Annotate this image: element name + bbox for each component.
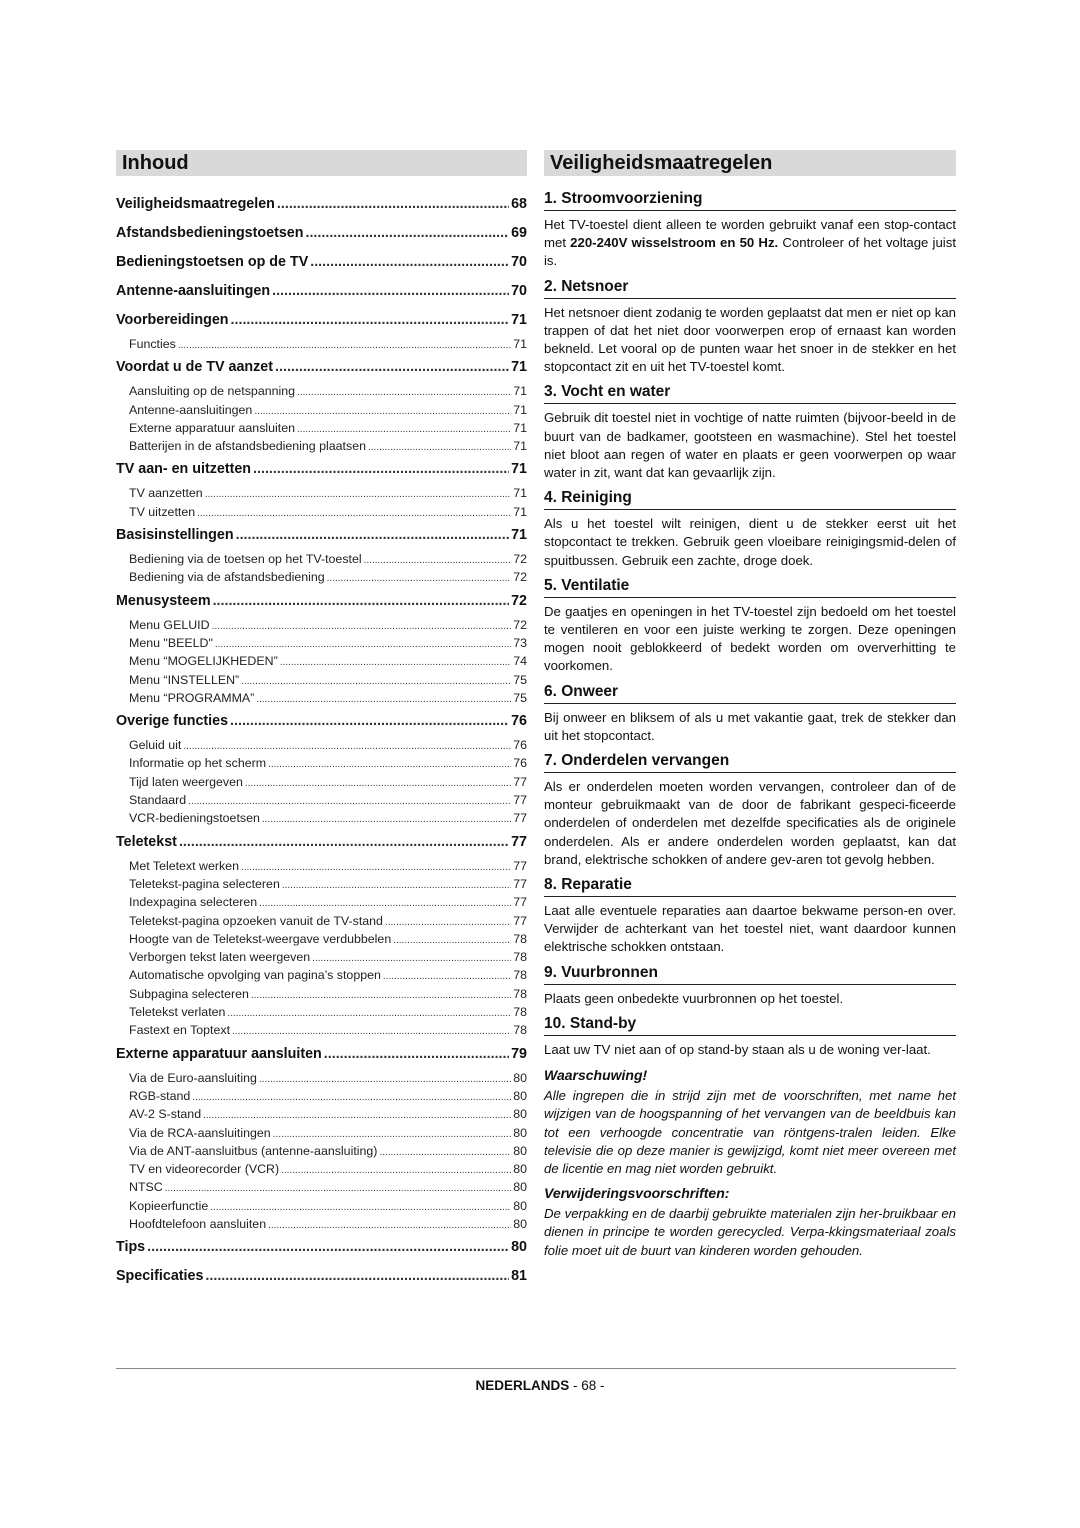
toc-entry-title: Externe apparatuur aansluiten bbox=[116, 1045, 322, 1062]
toc-entry-page: 77 bbox=[513, 858, 527, 873]
toc-sub-entry bbox=[116, 382, 527, 400]
safety-section-3 bbox=[544, 383, 956, 482]
toc-sub-entry bbox=[116, 335, 527, 353]
toc-leader-dots bbox=[147, 1233, 509, 1262]
toc-leader-dots bbox=[379, 1144, 511, 1162]
toc-entry-page: 71 bbox=[511, 312, 527, 328]
toc-sub-entry bbox=[116, 857, 527, 875]
toc-sub-entry bbox=[116, 736, 527, 754]
toc-entry-page: 80 bbox=[513, 1143, 527, 1158]
toc-column bbox=[116, 150, 527, 1291]
toc-sub-entry bbox=[116, 1160, 527, 1178]
toc-leader-dots bbox=[280, 654, 511, 672]
toc-entry-title: NTSC bbox=[129, 1180, 163, 1195]
toc-entry-page: 75 bbox=[513, 690, 527, 705]
toc-sub-entry bbox=[116, 1087, 527, 1105]
toc-sub-entry bbox=[116, 671, 527, 689]
safety-section-1 bbox=[544, 190, 956, 271]
section-text: Als u het toestel wilt reinigen, dient u de stekker eerst uit het stopcontact te trekken. Gebruik geen vloeibare reinigingsmid-delen of spuitbussen. Gebruik een zachte, droge doek. bbox=[544, 516, 956, 568]
toc-sub-entry bbox=[116, 985, 527, 1003]
toc-entry-title: Menu “PROGRAMMA” bbox=[129, 690, 255, 705]
toc-entry-title: TV en videorecorder (VCR) bbox=[129, 1162, 280, 1177]
toc-entry-page: 75 bbox=[513, 672, 527, 687]
toc-leader-dots bbox=[272, 277, 509, 306]
toc-main-entry bbox=[116, 248, 527, 277]
toc-leader-dots bbox=[281, 1162, 511, 1180]
toc-sub-entry bbox=[116, 930, 527, 948]
toc-entry-page: 78 bbox=[513, 1023, 527, 1038]
toc-leader-dots bbox=[297, 384, 511, 402]
toc-entry-title: Menusysteem bbox=[116, 592, 211, 609]
toc-entry-page: 71 bbox=[513, 420, 527, 435]
toc-entry-page: 78 bbox=[513, 950, 527, 965]
toc-leader-dots bbox=[324, 1040, 509, 1069]
toc-entry-page: 71 bbox=[513, 402, 527, 417]
toc-sub-entry bbox=[116, 568, 527, 586]
disposal-heading: Verwijderingsvoorschriften: bbox=[544, 1185, 730, 1202]
toc-entry-page: 71 bbox=[513, 439, 527, 454]
toc-entry-title: Antenne-aansluitingen bbox=[116, 283, 271, 299]
toc-entry-page: 72 bbox=[511, 592, 527, 609]
section-heading: 5. Ventilatie bbox=[544, 577, 956, 598]
toc-leader-dots bbox=[253, 455, 509, 484]
toc-sub-entry bbox=[116, 503, 527, 521]
toc-entry-page: 74 bbox=[513, 654, 527, 669]
toc-entry-page: 70 bbox=[511, 254, 527, 270]
toc-entry-page: 80 bbox=[511, 1239, 527, 1256]
toc-entry-title: Geluid uit bbox=[129, 738, 182, 753]
section-heading: 3. Vocht en water bbox=[544, 383, 956, 404]
toc-entry-title: Bediening via de toetsen op het TV-toestel bbox=[129, 552, 362, 567]
toc-main-entry bbox=[116, 306, 527, 335]
toc-entry-title: Informatie op het scherm bbox=[129, 756, 267, 771]
toc-leader-dots bbox=[310, 248, 509, 277]
toc-entry-title: Specificaties bbox=[116, 1268, 204, 1285]
toc-entry-title: Bedieningstoetsen op de TV bbox=[116, 254, 309, 270]
toc-entry-page: 76 bbox=[513, 756, 527, 771]
toc-entry-title: Teletekst bbox=[116, 833, 177, 850]
toc-leader-dots bbox=[268, 756, 511, 774]
toc-entry-title: Standaard bbox=[129, 793, 187, 808]
toc-entry-title: Hoogte van de Teletekst-weergave verdubbelen bbox=[129, 931, 392, 946]
toc-entry-title: TV uitzetten bbox=[129, 504, 196, 519]
toc-entry-page: 71 bbox=[511, 527, 527, 544]
toc-main-entry bbox=[116, 1262, 527, 1291]
toc-sub-entry bbox=[116, 1021, 527, 1039]
toc-entry-title: Aansluiting op de netspanning bbox=[129, 384, 296, 399]
toc-entry-title: Functies bbox=[129, 337, 176, 351]
footer-page-number: - 68 - bbox=[573, 1378, 605, 1393]
section-text: Plaats geen onbedekte vuurbronnen op het toestel. bbox=[544, 990, 844, 1006]
toc-entry-title: TV aanzetten bbox=[129, 486, 203, 501]
toc-entry-title: Indexpagina selecteren bbox=[129, 895, 258, 910]
toc-entry-page: 73 bbox=[513, 635, 527, 650]
page-footer bbox=[0, 1378, 1080, 1393]
toc-entry-title: Subpagina selecteren bbox=[129, 986, 249, 1001]
footer-divider bbox=[116, 1368, 956, 1369]
toc-entry-title: Fastext en Toptext bbox=[129, 1023, 231, 1038]
section-text: Laat alle eventuele reparaties aan daartoe bekwame person-en over. Verwijder de achterkant van het toestel niet, want daardoor kunnen elektrische schokken ontstaan. bbox=[544, 903, 956, 955]
toc-entry-title: TV aan- en uitzetten bbox=[116, 461, 252, 478]
safety-column bbox=[544, 150, 956, 1266]
section-heading: 6. Onweer bbox=[544, 683, 956, 704]
toc-sub-entry bbox=[116, 419, 527, 437]
toc-sub-entry bbox=[116, 754, 527, 772]
toc-leader-dots bbox=[275, 353, 509, 382]
toc-sub-entry bbox=[116, 550, 527, 568]
toc-leader-dots bbox=[241, 673, 511, 691]
toc-leader-dots bbox=[231, 306, 510, 335]
toc-leader-dots bbox=[165, 1180, 511, 1198]
toc-main-entry bbox=[116, 1233, 527, 1262]
toc-leader-dots bbox=[241, 859, 511, 877]
toc-sub-entry bbox=[116, 484, 527, 502]
toc-sub-entry bbox=[116, 652, 527, 670]
toc-sub-entry bbox=[116, 634, 527, 652]
warning-text: Alle ingrepen die in strijd zijn met de voorschriften, met name het wijzigen van de hoogspanning of het vervangen van de beeldbuis kan tot een verhoogde concentratie van röntgens-tralen leiden. Elke televisie die op deze manier is gewijzigd, komt niet meer overeen met de licentie en mag niet worden gebruikt. bbox=[544, 1088, 956, 1176]
safety-section-2 bbox=[544, 278, 956, 377]
section-heading: 7. Onderdelen vervangen bbox=[544, 752, 956, 773]
toc-entry-page: 80 bbox=[513, 1198, 527, 1213]
toc-entry-title: Menu "BEELD" bbox=[129, 635, 213, 650]
toc-sub-entry bbox=[116, 1124, 527, 1142]
toc-entry-title: Overige functies bbox=[116, 713, 229, 730]
toc-leader-dots bbox=[259, 1071, 511, 1089]
toc-entry-title: Bediening via de afstandsbediening bbox=[129, 570, 325, 585]
section-heading: 4. Reiniging bbox=[544, 489, 956, 510]
toc-leader-dots bbox=[305, 219, 509, 248]
toc-entry-title: Met Teletext werken bbox=[129, 858, 239, 873]
toc-sub-entry bbox=[116, 1215, 527, 1233]
section-text: Het TV-toestel dient alleen te worden gebruikt vanaf een stop-contact met 220-240V wisselstroom en 50 Hz. Controleer of het voltage juist is. bbox=[544, 217, 956, 269]
toc-entry-page: 80 bbox=[513, 1180, 527, 1195]
toc-entry-title: Via de ANT-aansluitbus (antenne-aansluiting) bbox=[129, 1143, 378, 1158]
toc-leader-dots bbox=[179, 828, 509, 857]
footer-language: NEDERLANDS bbox=[475, 1378, 570, 1393]
safety-section-8 bbox=[544, 876, 956, 957]
toc-main-entry bbox=[116, 190, 527, 219]
toc-entry-page: 77 bbox=[511, 833, 527, 850]
toc-entry-page: 78 bbox=[513, 968, 527, 983]
toc-entry-page: 71 bbox=[513, 504, 527, 519]
toc-sub-entry bbox=[116, 948, 527, 966]
toc-entry-page: 70 bbox=[511, 283, 527, 299]
toc-main-entry bbox=[116, 277, 527, 306]
safety-section-7 bbox=[544, 752, 956, 869]
toc-entry-title: RGB-stand bbox=[129, 1088, 191, 1103]
safety-section-10 bbox=[544, 1015, 956, 1059]
toc-entry-title: Voordat u de TV aanzet bbox=[116, 359, 274, 376]
toc-entry-page: 78 bbox=[513, 986, 527, 1001]
toc-sub-entry bbox=[116, 401, 527, 419]
toc-entry-page: 77 bbox=[513, 913, 527, 928]
toc-entry-page: 77 bbox=[513, 774, 527, 789]
toc-leader-dots bbox=[364, 552, 512, 570]
toc-entry-title: Veiligheidsmaatregelen bbox=[116, 196, 275, 212]
toc-entry-page: 81 bbox=[511, 1268, 527, 1285]
toc-entry-title: Tips bbox=[116, 1239, 146, 1256]
toc-entry-page: 71 bbox=[513, 486, 527, 501]
toc-entry-page: 69 bbox=[511, 225, 527, 241]
toc-sub-entry bbox=[116, 966, 527, 984]
safety-section-5 bbox=[544, 577, 956, 676]
toc-main-entry bbox=[116, 828, 527, 857]
toc-entry-page: 80 bbox=[513, 1070, 527, 1085]
toc-entry-title: Tijd laten weergeven bbox=[129, 774, 243, 789]
toc-leader-dots bbox=[282, 877, 511, 895]
toc-sub-entry bbox=[116, 893, 527, 911]
toc-entry-page: 68 bbox=[511, 196, 527, 212]
toc-main-entry bbox=[116, 353, 527, 382]
toc-sub-entry bbox=[116, 689, 527, 707]
toc-main-entry bbox=[116, 219, 527, 248]
toc-entry-title: Menu “MOGELIJKHEDEN” bbox=[129, 654, 278, 669]
toc-entry-title: Teletekst-pagina opzoeken vanuit de TV-stand bbox=[129, 913, 383, 928]
toc-entry-title: Via de Euro-aansluiting bbox=[129, 1070, 257, 1085]
toc-entry-title: Basisinstellingen bbox=[116, 527, 234, 544]
toc-main-entry bbox=[116, 707, 527, 736]
safety-section-9 bbox=[544, 964, 956, 1008]
safety-section-6 bbox=[544, 683, 956, 745]
toc-entry-page: 80 bbox=[513, 1125, 527, 1140]
toc-entry-title: Hoofdtelefoon aansluiten bbox=[129, 1216, 267, 1231]
toc-sub-entry bbox=[116, 1142, 527, 1160]
toc-entry-page: 72 bbox=[513, 570, 527, 585]
section-text: Bij onweer en bliksem of als u met vakantie gaat, trek de stekker dan uit het stopcontact. bbox=[544, 709, 956, 743]
toc-entry-page: 77 bbox=[513, 876, 527, 891]
toc-entry-page: 71 bbox=[513, 337, 527, 351]
section-heading: 9. Vuurbronnen bbox=[544, 964, 956, 985]
toc-entry-page: 77 bbox=[513, 793, 527, 808]
toc-entry-title: Externe apparatuur aansluiten bbox=[129, 420, 296, 435]
toc-entry-page: 79 bbox=[511, 1045, 527, 1062]
toc-entry-page: 76 bbox=[511, 713, 527, 730]
toc-leader-dots bbox=[251, 987, 511, 1005]
toc-entry-page: 72 bbox=[513, 617, 527, 632]
section-heading: 8. Reparatie bbox=[544, 876, 956, 897]
section-text: Gebruik dit toestel niet in vochtige of natte ruimten (bijvoor-beeld in de buurt van de badkamer, gootsteen en wasmachine). Stel het toestel niet bloot aan regen of water en plaats er geen voorwerpen op waar water in zit, want dat kan gevaarlijk zijn. bbox=[544, 410, 956, 481]
toc-leader-dots bbox=[383, 968, 511, 986]
toc-main-entry bbox=[116, 521, 527, 550]
toc-leader-dots bbox=[212, 618, 512, 636]
section-heading: 2. Netsnoer bbox=[544, 278, 956, 299]
toc-entry-page: 80 bbox=[513, 1216, 527, 1231]
safety-section-4 bbox=[544, 489, 956, 570]
toc-leader-dots bbox=[236, 521, 510, 550]
toc-sub-entry bbox=[116, 1197, 527, 1215]
toc-leader-dots bbox=[385, 914, 511, 932]
warning-heading: Waarschuwing! bbox=[544, 1067, 648, 1084]
toc-sub-entry bbox=[116, 616, 527, 634]
toc-entry-title: Afstandsbedieningstoetsen bbox=[116, 225, 304, 241]
disposal-text: De verpakking en de daarbij gebruikte materialen zijn her-bruikbaar en dienen in principe te worden gerecycled. Verpa-kkingsmateriaal zoals folie moet uit de buurt van kinderen worden gehouden. bbox=[544, 1206, 956, 1258]
toc-sub-entry bbox=[116, 1069, 527, 1087]
toc-leader-dots bbox=[213, 587, 510, 616]
toc-sub-entry bbox=[116, 1003, 527, 1021]
toc-entry-page: 78 bbox=[513, 931, 527, 946]
toc-leader-dots bbox=[205, 486, 512, 504]
toc-entry-title: Batterijen in de afstandsbediening plaatsen bbox=[129, 439, 366, 454]
section-text: Laat uw TV niet aan of op stand-by staan als u de woning ver-laat. bbox=[544, 1041, 931, 1057]
toc-main-entry bbox=[116, 587, 527, 616]
toc-entry-title: Antenne-aansluitingen bbox=[129, 402, 253, 417]
toc-entry-title: Verborgen tekst laten weergeven bbox=[129, 950, 311, 965]
toc-leader-dots bbox=[277, 190, 509, 219]
toc-leader-dots bbox=[205, 1262, 509, 1291]
toc-entry-page: 77 bbox=[513, 811, 527, 826]
toc-leader-dots bbox=[245, 775, 511, 793]
toc-entry-title: Via de RCA-aansluitingen bbox=[129, 1125, 271, 1140]
toc-entry-page: 80 bbox=[513, 1088, 527, 1103]
toc-entry-page: 80 bbox=[513, 1162, 527, 1177]
section-text: Het netsnoer dient zodanig te worden geplaatst dat men er niet op kan trappen of dat het niet door voorwerpen erop of ernaast kan worden bekneld. Let vooral op de punten waar het snoer in de stekker en het stopcontact zit en uit het TV-toestel komt. bbox=[544, 304, 956, 375]
toc-entry-page: 71 bbox=[511, 461, 527, 478]
safety-title: Veiligheidsmaatregelen bbox=[544, 150, 956, 176]
toc-entry-title: VCR-bedieningstoetsen bbox=[129, 811, 260, 826]
toc-entry-page: 71 bbox=[513, 384, 527, 399]
toc-entry-title: Automatische opvolging van pagina’s stoppen bbox=[129, 968, 381, 983]
toc-leader-dots bbox=[192, 1089, 511, 1107]
toc-entry-title: AV-2 S-stand bbox=[129, 1107, 202, 1122]
toc-title: Inhoud bbox=[116, 150, 527, 176]
toc-leader-dots bbox=[227, 1005, 511, 1023]
toc-sub-entry bbox=[116, 1178, 527, 1196]
toc-sub-entry bbox=[116, 773, 527, 791]
toc-entry-page: 80 bbox=[513, 1107, 527, 1122]
toc-entry-title: Voorbereidingen bbox=[116, 312, 229, 328]
toc-entry-title: Teletekst-pagina selecteren bbox=[129, 876, 280, 891]
toc-sub-entry bbox=[116, 809, 527, 827]
toc-sub-entry bbox=[116, 912, 527, 930]
toc-main-entry bbox=[116, 455, 527, 484]
toc-entry-page: 76 bbox=[513, 738, 527, 753]
section-heading: 10. Stand-by bbox=[544, 1015, 956, 1036]
toc-entry-page: 72 bbox=[513, 552, 527, 567]
toc-entry-page: 77 bbox=[513, 895, 527, 910]
toc-list bbox=[116, 190, 527, 1291]
toc-entry-title: Kopieerfunctie bbox=[129, 1198, 209, 1213]
section-heading: 1. Stroomvoorziening bbox=[544, 190, 956, 211]
toc-entry-page: 71 bbox=[511, 359, 527, 376]
toc-entry-title: Teletekst verlaten bbox=[129, 1005, 226, 1020]
toc-sub-entry bbox=[116, 1105, 527, 1123]
toc-leader-dots bbox=[393, 932, 511, 950]
toc-sub-entry bbox=[116, 875, 527, 893]
section-text: Als er onderdelen moeten worden vervangen, controleer dan of de monteur gebruikmaakt van de door de fabrikant gespeci-ficeerde onderdelen of onderdelen met dezelfde specificaties als de originele onderdelen. Als er andere onderdelen worden geplaatst, kan dat brand, elektrische schokken of andere gev-aren tot gevolg hebben. bbox=[544, 779, 956, 867]
toc-sub-entry bbox=[116, 437, 527, 455]
toc-sub-entry bbox=[116, 791, 527, 809]
section-text: De gaatjes en openingen in het TV-toestel zijn bedoeld om het toestel te ventileren en voor een juiste werking te zorgen. Deze openingen mogen nooit geblokkeerd of bedekt worden om oververhitting te voorkomen. bbox=[544, 603, 956, 674]
toc-entry-title: Menu GELUID bbox=[129, 617, 210, 632]
toc-entry-title: Menu “INSTELLEN” bbox=[129, 672, 240, 687]
toc-entry-page: 78 bbox=[513, 1005, 527, 1020]
toc-leader-dots bbox=[230, 707, 509, 736]
toc-main-entry bbox=[116, 1040, 527, 1069]
